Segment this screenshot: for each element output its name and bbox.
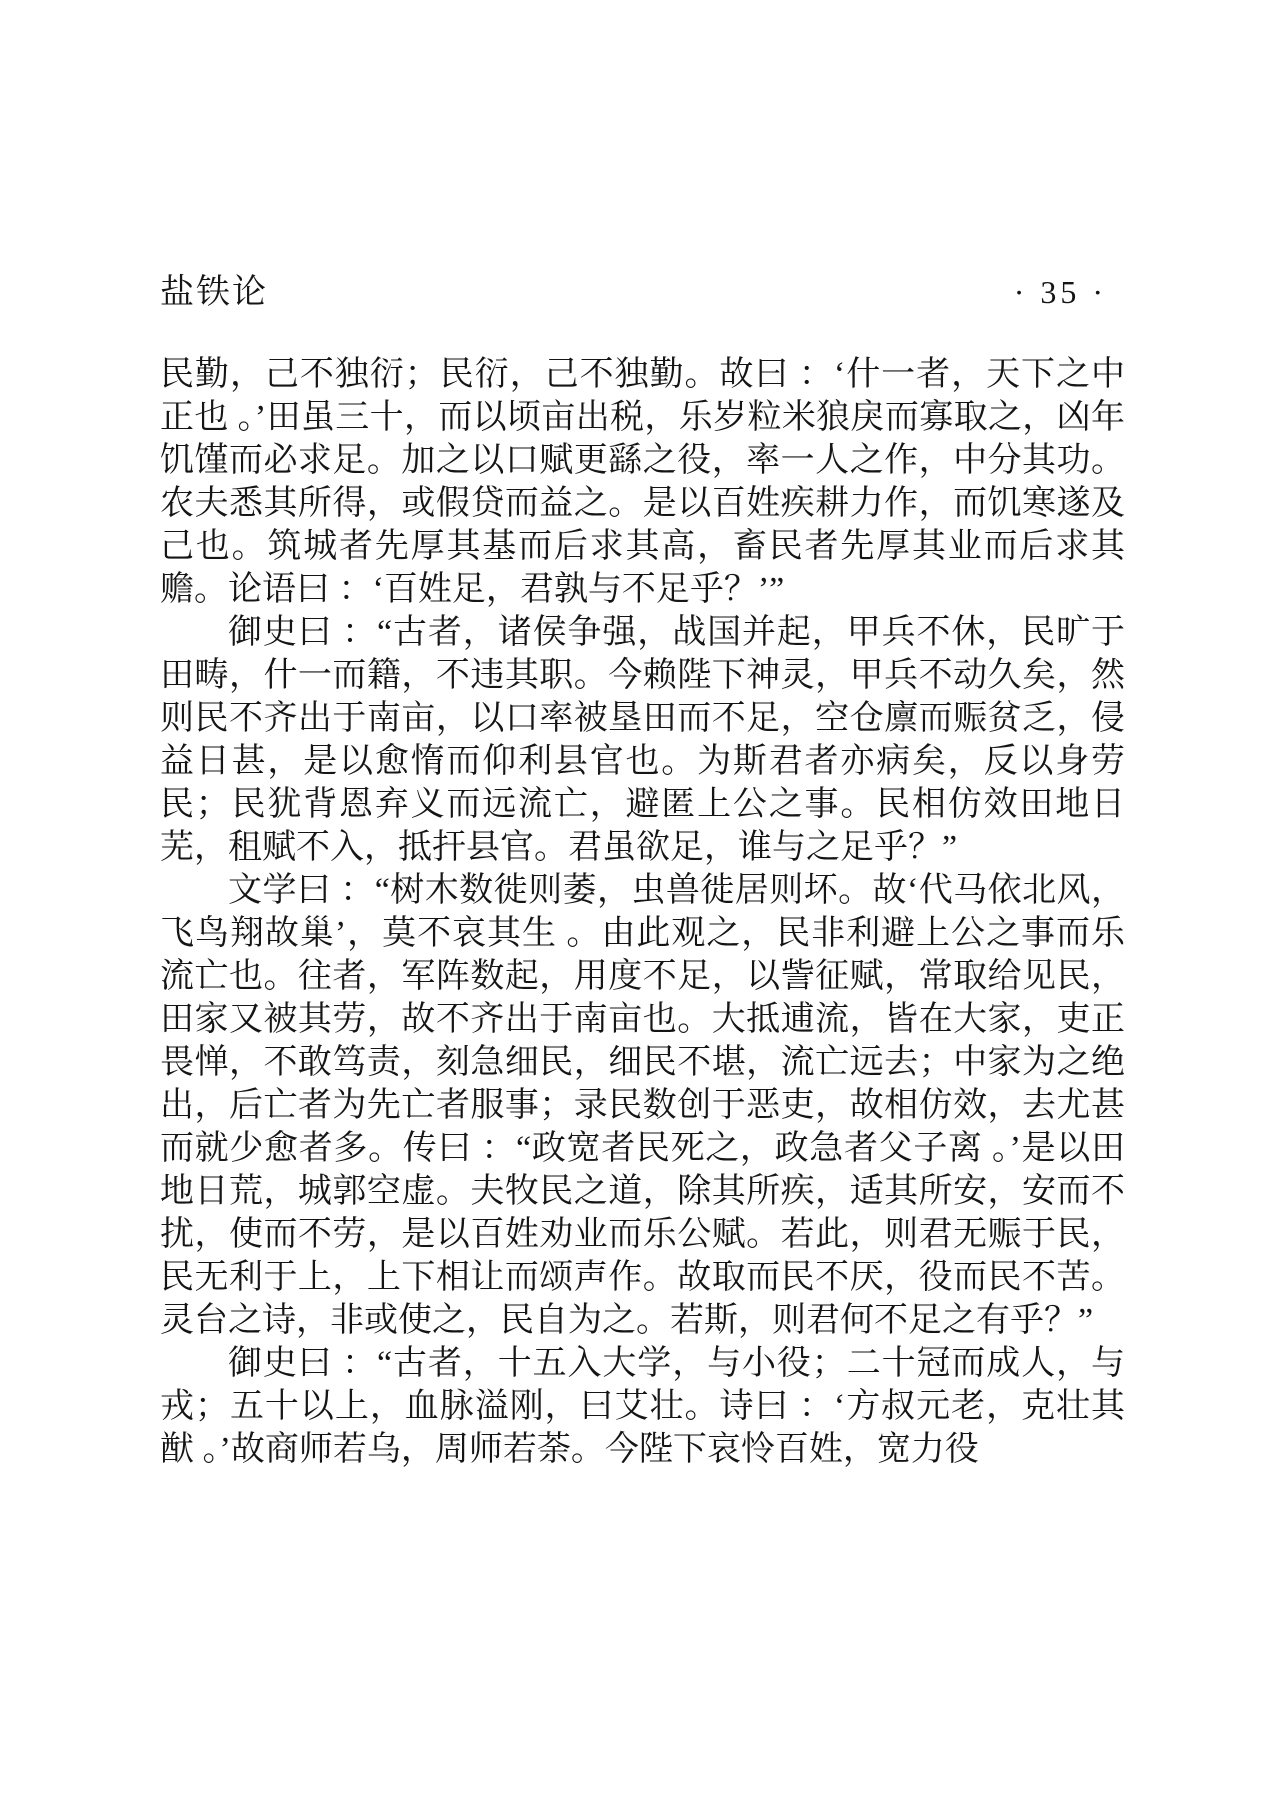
page-content xyxy=(160,0,1125,1471)
body-text xyxy=(160,353,1125,1471)
paragraph-yushi-2: 御史曰 ：“古者，十五入大学，与小役；二十冠而成人，与戎；五十以上，血脉溢刚，曰艾壮。诗曰 ：‘方叔元老，克壮其猷 。’故商师若乌，周师若荼。今陛下哀怜百姓，宽力役 xyxy=(160,1345,1125,1468)
running-header xyxy=(160,0,1125,313)
paragraph-continuation: 民勤，己不独衍；民衍，己不独勤。故曰 ：‘什一者，天下之中正也 。’田虽三十，而以顷亩出税，乐岁粒米狼戾而寡取之，凶年饥馑而必求足。加之以口赋更繇之役，率一人之作，中分其功。农夫悉其所得，或假贷而益之。是以百姓疾耕力作，而饥寒遂及己也。筑城者先厚其基而后求其高，畜民者先厚其业而后求其赡。论语曰 ：‘百姓足，君孰与不足乎？’” xyxy=(160,356,1125,608)
book-title: 盐铁论 xyxy=(160,274,268,311)
page-number: · 35 · xyxy=(1013,274,1107,310)
paragraph-wenxue: 文学曰 ：“树木数徙则萎，虫兽徙居则坏。故‘代马依北风，飞鸟翔故巢’，莫不哀其生 。由此观之，民非利避上公之事而乐流亡也。往者，军阵数起，用度不足，以訾征赋，常取给见民，田家又被其劳，故不齐出于南亩也。大抵逋流，皆在大家，吏正畏惮，不敢笃责，刻急细民，细民不堪，流亡远去；中家为之绝出，后亡者为先亡者服事；录民数创于恶吏，故相仿效，去尤甚而就少愈者多。传曰 ：“政宽者民死之，政急者父子离 。’是以田地日荒，城郭空虚。夫牧民之道，除其所疾，适其所安，安而不扰，使而不劳，是以百姓劝业而乐公赋。若此，则君无赈于民，民无利于上，上下相让而颂声作。故取而民不厌，役而民不苦。灵台之诗，非或使之，民自为之。若斯，则君何不足之有乎？” xyxy=(160,872,1125,1339)
paragraph-yushi-1: 御史曰 ：“古者，诸侯争强，战国并起，甲兵不休，民旷于田畴，什一而籍，不违其职。今赖陛下神灵，甲兵不动久矣，然则民不齐出于南亩，以口率被垦田而不足，空仓廪而赈贫乏，侵益日甚，是以愈惰而仰利县官也。为斯君者亦病矣，反以身劳民；民犹背恩弃义而远流亡，避匿上公之事。民相仿效田地日芜，租赋不入，抵扞县官。君虽欲足，谁与之足乎？” xyxy=(160,614,1125,866)
